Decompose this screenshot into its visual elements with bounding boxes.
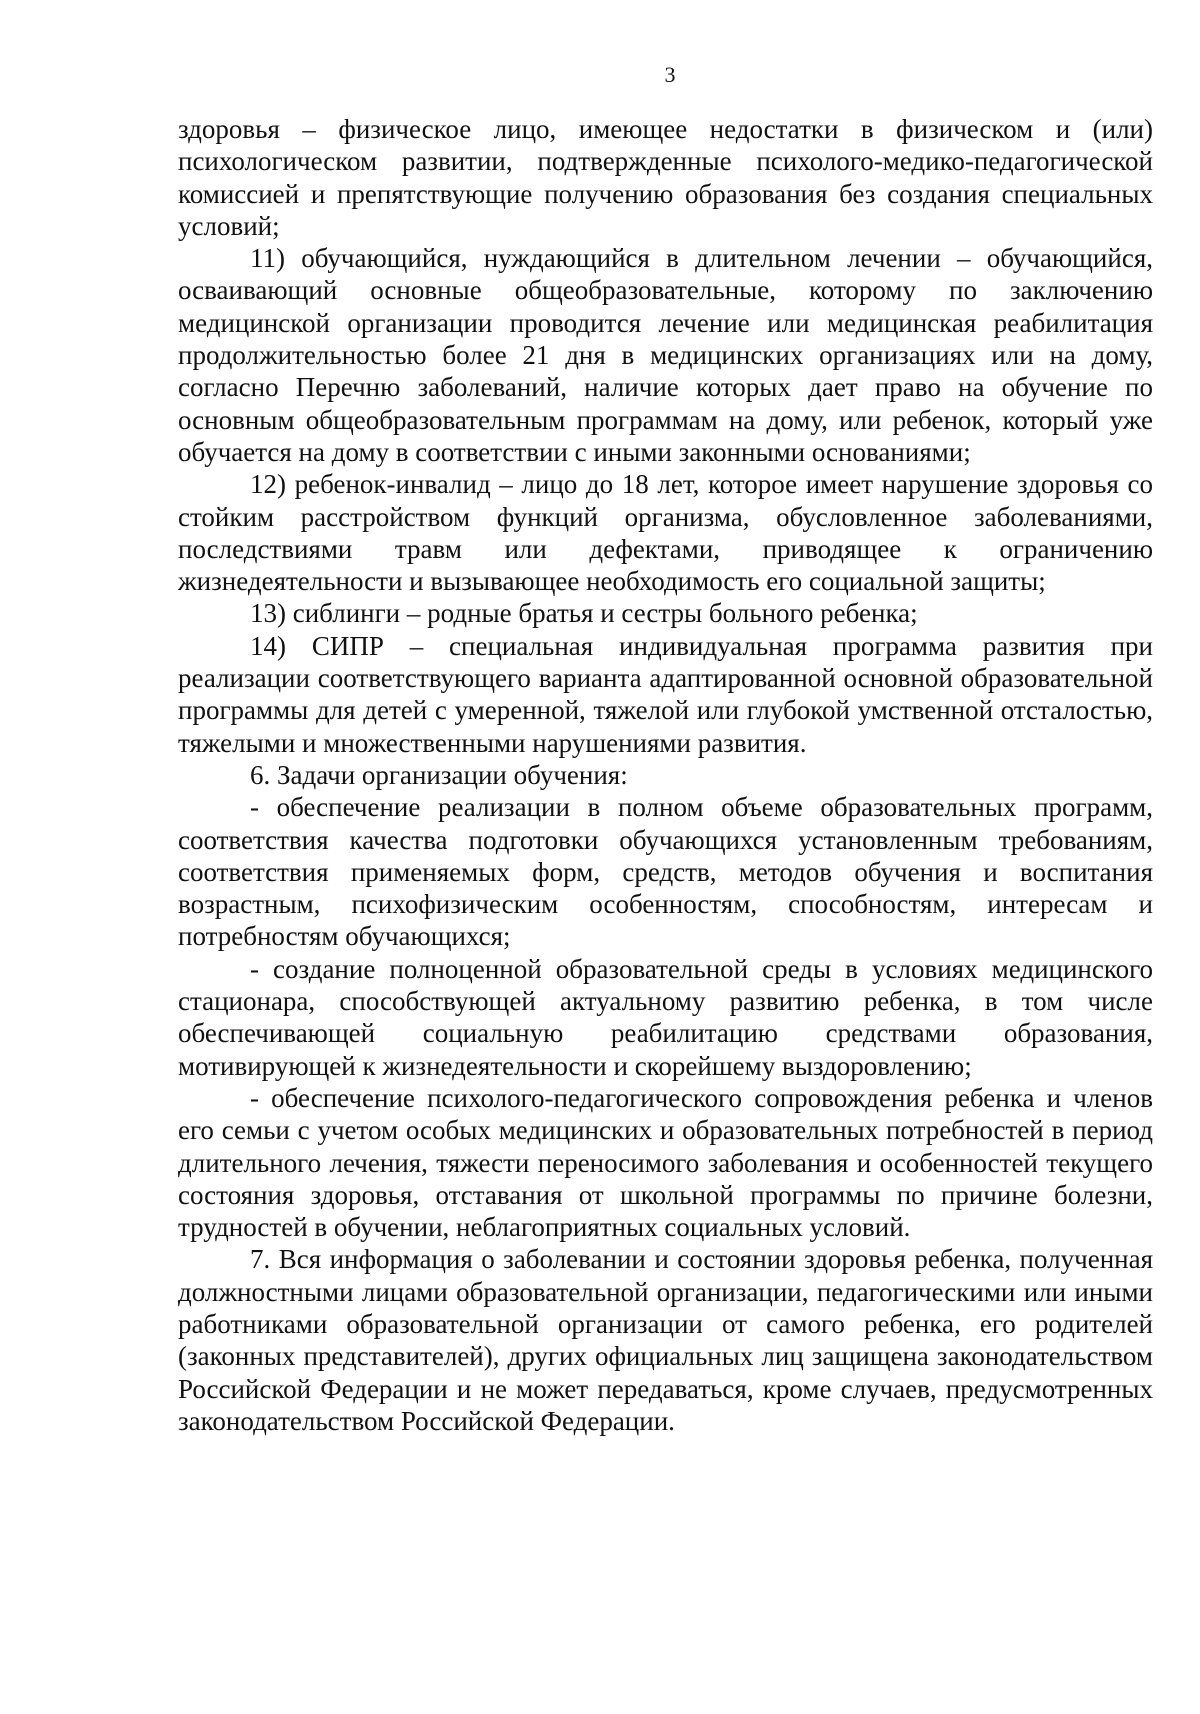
task-item-2: - создание полноценной образовательной среды в условиях медицинского стационара, способствующей актуальному развитию ребенка, в том числе обеспечивающей социальную реабилитацию средствами образования, мотивирующей к жизнедеятельности и скорейшему выздоровлению; bbox=[178, 953, 1153, 1081]
section-heading-6: 6. Задачи организации обучения: bbox=[250, 759, 628, 790]
section-paragraph-7: 7. Вся информация о заболевании и состоянии здоровья ребенка, полученная должностными лицами образовательной организации, педагогическими или иными работниками образовательной организации от самого ребенка, его родителей (законных представителей), других официальных лиц защищена законодательством Российской Федерации и не может передаваться, кроме случаев, предусмотренных законодательством Российской Федерации. bbox=[178, 1244, 1153, 1436]
paragraph-item-12: 12) ребенок-инвалид – лицо до 18 лет, которое имеет нарушение здоровья со стойким расстройством функций организма, обусловленное заболеваниями, последствиями травм или дефектами, приводящее к ограничению жизнедеятельности и вызывающее необходимость его социальной защиты; bbox=[178, 469, 1153, 597]
task-item-1: - обеспечение реализации в полном объеме образовательных программ, соответствия качества подготовки обучающихся установленным требованиям, соответствия применяемых форм, средств, методов обучения и воспитания возрастным, психофизическим особенностям, способностям, интересам и потребностям обучающихся; bbox=[178, 792, 1153, 952]
document-body bbox=[178, 113, 1153, 1437]
paragraph-continuation: здоровья – физическое лицо, имеющее недостатки в физическом и (или) психологическом развитии, подтвержденные психолого-медико-педагогической комиссией и препятствующие получению образования без создания специальных условий; bbox=[178, 114, 1153, 241]
page-number: 3 bbox=[664, 62, 676, 87]
paragraph-item-14: 14) СИПР – специальная индивидуальная программа развития при реализации соответствующего варианта адаптированной основной образовательной программы для детей с умеренной, тяжелой или глубокой умственной отсталостью, тяжелыми и множественными нарушениями развития. bbox=[178, 630, 1153, 758]
paragraph-item-11: 11) обучающийся, нуждающийся в длительном лечении – обучающийся, осваивающий основные общеобразовательные, которому по заключению медицинской организации проводится лечение или медицинская реабилитация продолжительностью более 21 дня в медицинских организациях или на дому, согласно Перечню заболеваний, наличие которых дает право на обучение по основным общеобразовательным программам на дому, или ребенок, который уже обучается на дому в соответствии с иными законными основаниями; bbox=[178, 243, 1153, 467]
paragraph-item-13: 13) сиблинги – родные братья и сестры больного ребенка; bbox=[250, 598, 918, 629]
task-item-3: - обеспечение психолого-педагогического сопровождения ребенка и членов его семьи с учетом особых медицинских и образовательных потребностей в период длительного лечения, тяжести переносимого заболевания и особенностей текущего состояния здоровья, отставания от школьной программы по причине болезни, трудностей в обучении, неблагоприятных социальных условий. bbox=[178, 1082, 1153, 1243]
